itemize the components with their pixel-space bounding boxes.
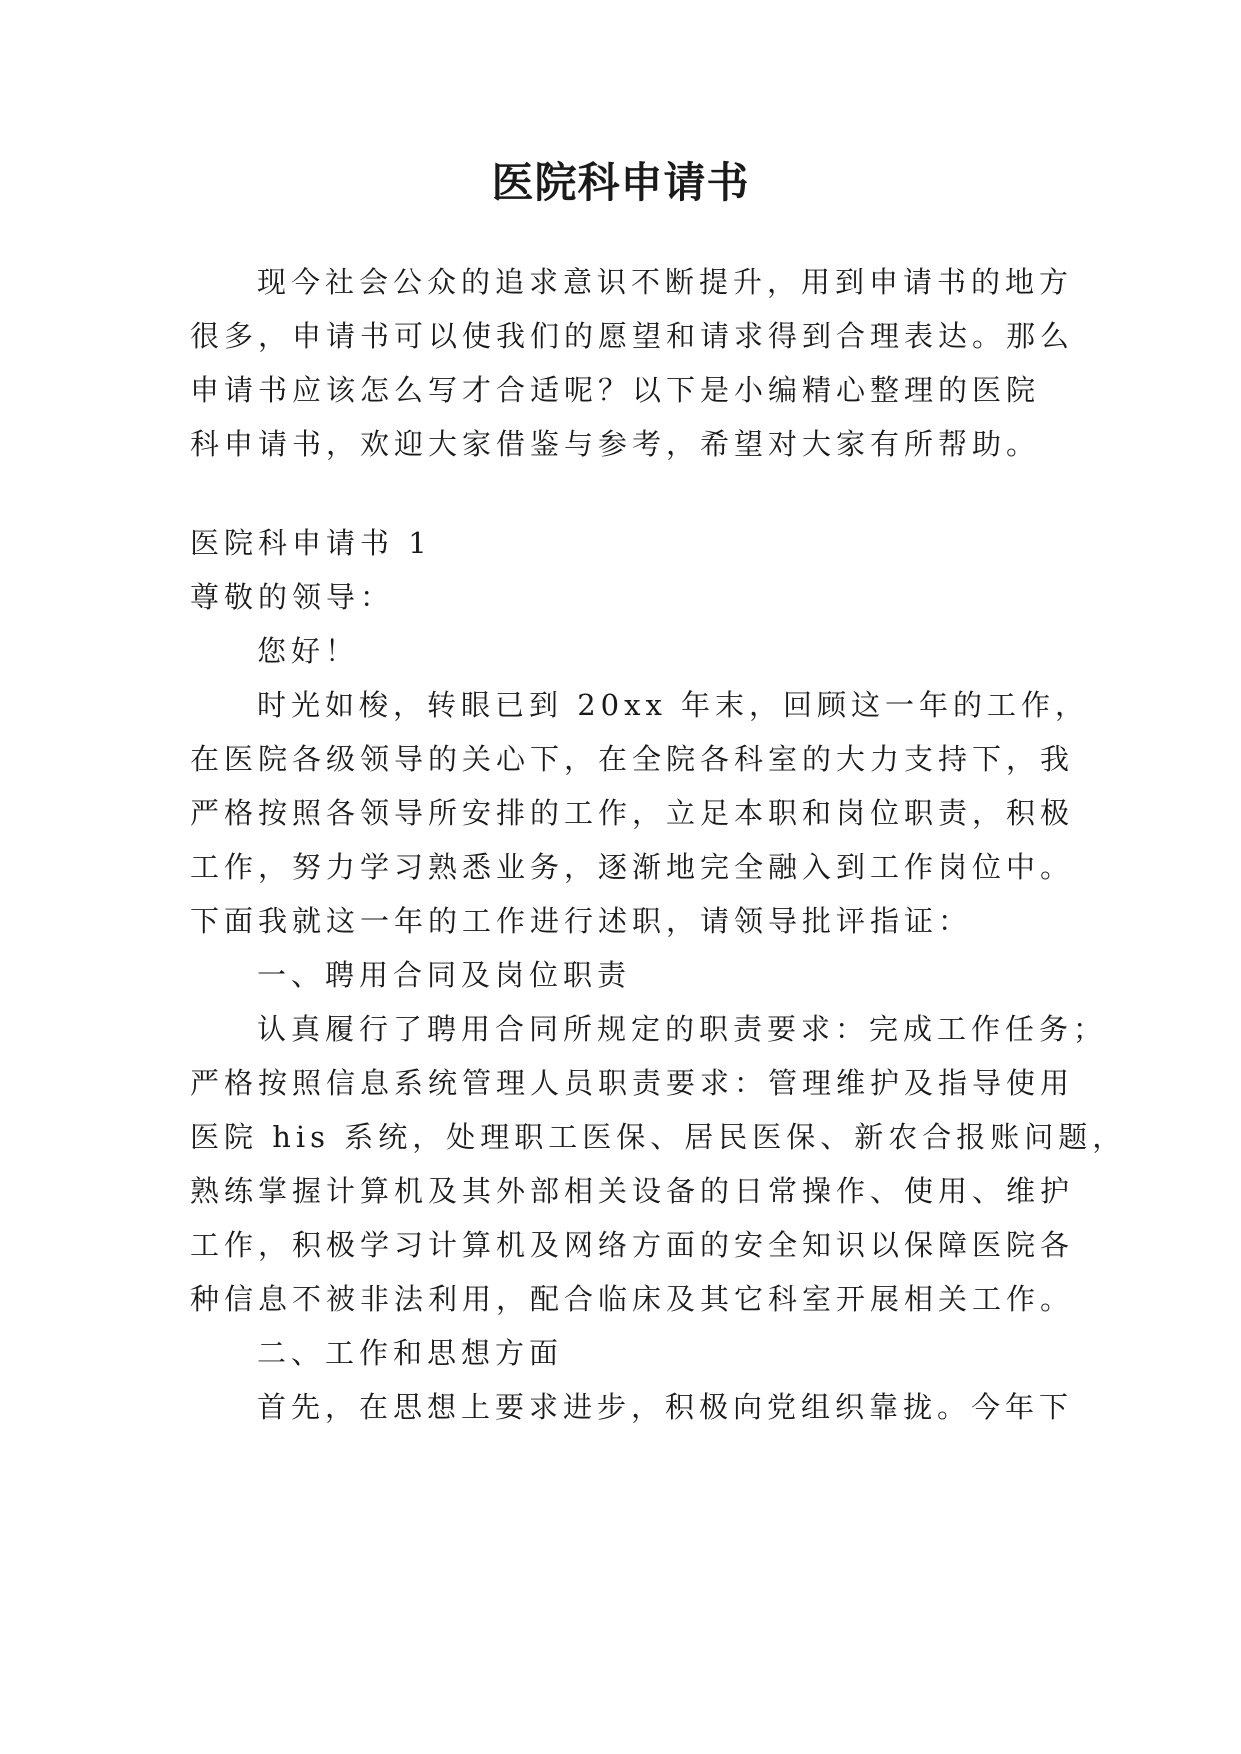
para1-line-2: 在医院各级领导的关心下，在全院各科室的大力支持下，我 xyxy=(190,742,1075,776)
intro-line-1: 现今社会公众的追求意识不断提升，用到申请书的地方 xyxy=(257,265,1074,299)
para1-line-3: 严格按照各领导所安排的工作，立足本职和岗位职责，积极 xyxy=(190,796,1075,830)
intro-line-3: 申请书应该怎么写才合适呢？以下是小编精心整理的医院 xyxy=(190,373,1041,407)
section-heading: 医院科申请书 1 xyxy=(190,526,432,560)
para2-line-6: 种信息不被非法利用，配合临床及其它科室开展相关工作。 xyxy=(190,1282,1075,1316)
document-title: 医院科申请书 xyxy=(491,158,750,207)
para2-line-4: 熟练掌握计算机及其外部相关设备的日常操作、使用、维护 xyxy=(190,1174,1075,1208)
greeting: 您好！ xyxy=(257,634,360,668)
para2-line-2: 严格按照信息系统管理人员职责要求：管理维护及指导使用 xyxy=(190,1066,1075,1100)
intro-line-2: 很多，申请书可以使我们的愿望和请求得到合理表达。那么 xyxy=(190,319,1075,353)
heading-1: 一、聘用合同及岗位职责 xyxy=(257,958,632,992)
para1-line-5: 下面我就这一年的工作进行述职，请领导批评指证： xyxy=(190,904,973,938)
salutation: 尊敬的领导： xyxy=(190,580,395,614)
para2-line-3: 医院 his 系统，处理职工医保、居民医保、新农合报账问题， xyxy=(190,1120,1127,1154)
heading-2: 二、工作和思想方面 xyxy=(257,1336,564,1370)
para1-line-4: 工作，努力学习熟悉业务，逐渐地完全融入到工作岗位中。 xyxy=(190,850,1075,884)
para3-line-1: 首先，在思想上要求进步，积极向党组织靠拢。今年下 xyxy=(257,1390,1074,1424)
para1-line-1: 时光如梭，转眼已到 20xx 年末，回顾这一年的工作， xyxy=(257,688,1090,722)
para2-line-1: 认真履行了聘用合同所规定的职责要求：完成工作任务； xyxy=(257,1012,1108,1046)
para2-line-5: 工作，积极学习计算机及网络方面的安全知识以保障医院各 xyxy=(190,1228,1075,1262)
intro-line-4: 科申请书，欢迎大家借鉴与参考，希望对大家有所帮助。 xyxy=(190,427,1041,461)
